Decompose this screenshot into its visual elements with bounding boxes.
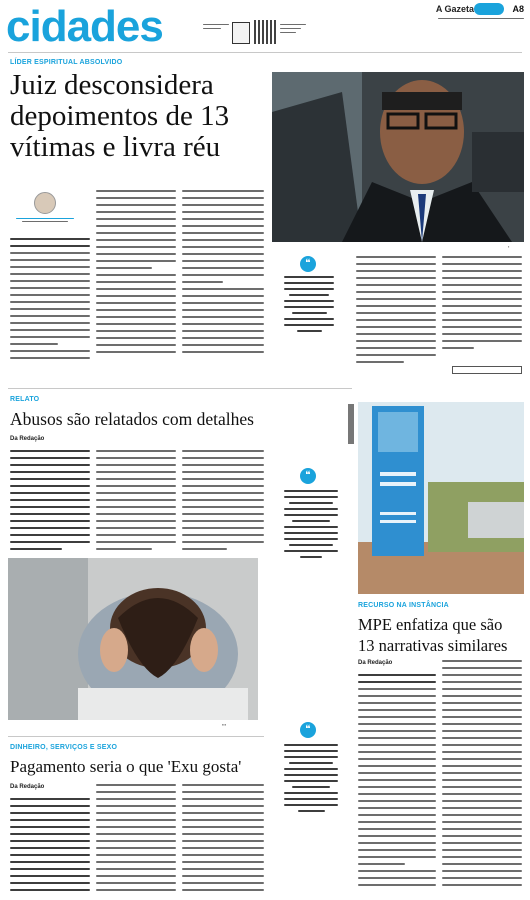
story1-headline [10, 70, 272, 163]
story2-divider [8, 736, 264, 737]
story1-column-5 [442, 256, 522, 360]
brand-name: A Gazeta [435, 4, 474, 14]
story3-headline-line1: MPE enfatiza que são [358, 615, 503, 634]
story1-column-4 [356, 256, 436, 378]
victim-illustration-photo [8, 558, 258, 720]
brand-logo-icon [474, 3, 504, 15]
story1-headline-line3: vítimas e livra réu [10, 131, 221, 163]
author-avatar [34, 192, 56, 214]
header-divider [8, 52, 522, 53]
photo1-credit: ▪ [508, 244, 510, 249]
dateline [438, 18, 524, 19]
story4-column-1 [10, 798, 90, 896]
qr-code-icon [254, 20, 276, 44]
photo2-credit: ▪▪▪ [222, 722, 227, 727]
story3-pull-quote [284, 744, 338, 816]
story2-column-3 [182, 450, 264, 550]
story3-column-2 [442, 660, 522, 896]
story3-kicker: RECURSO NA INSTÂNCIA [358, 602, 449, 609]
court-building-photo [358, 402, 524, 594]
story3-headline-line2: 13 narrativas similares [358, 636, 508, 655]
story1-note-box [452, 366, 522, 374]
story1-headline-line1: Juiz desconsidera [10, 69, 214, 101]
story1-headline-line2: depoimentos de 13 [10, 100, 230, 132]
photo3-credit [348, 404, 354, 444]
defendant-photo [272, 72, 524, 242]
story3-headline [358, 614, 526, 656]
story4-column-3 [182, 784, 264, 896]
author-credit [16, 218, 74, 224]
story1-column-3 [182, 190, 264, 370]
quote-icon-3: ❝ [300, 722, 316, 738]
story2-column-1 [10, 450, 90, 550]
story3-column-1 [358, 674, 436, 896]
story2-column-2 [96, 450, 176, 550]
phone-icon [232, 22, 250, 44]
story4-headline: Pagamento seria o que 'Exu gosta' [10, 757, 242, 776]
section-title: cidades [6, 2, 163, 51]
story4-kicker: DINHEIRO, SERVIÇOS E SEXO [10, 744, 118, 751]
story4-byline: Da Redação [10, 784, 45, 790]
quote-icon-2: ❝ [300, 468, 316, 484]
story2-kicker: RELATO [10, 396, 40, 403]
story1-column-2 [96, 190, 176, 370]
story1-column-1 [10, 238, 90, 370]
story3-byline: Da Redação [358, 660, 393, 666]
header-caption [203, 24, 229, 32]
page-number: A8 [512, 4, 524, 14]
story1-divider [8, 388, 352, 389]
story2-headline: Abusos são relatados com detalhes [10, 409, 254, 429]
story4-column-2 [96, 784, 176, 896]
story1-pull-quote [284, 276, 334, 336]
story2-pull-quote [284, 490, 338, 562]
story2-byline: Da Redação [10, 436, 45, 442]
quote-icon: ❝ [300, 256, 316, 272]
header-caption-right [280, 24, 306, 36]
story1-kicker: LÍDER ESPIRITUAL ABSOLVIDO [10, 59, 123, 66]
